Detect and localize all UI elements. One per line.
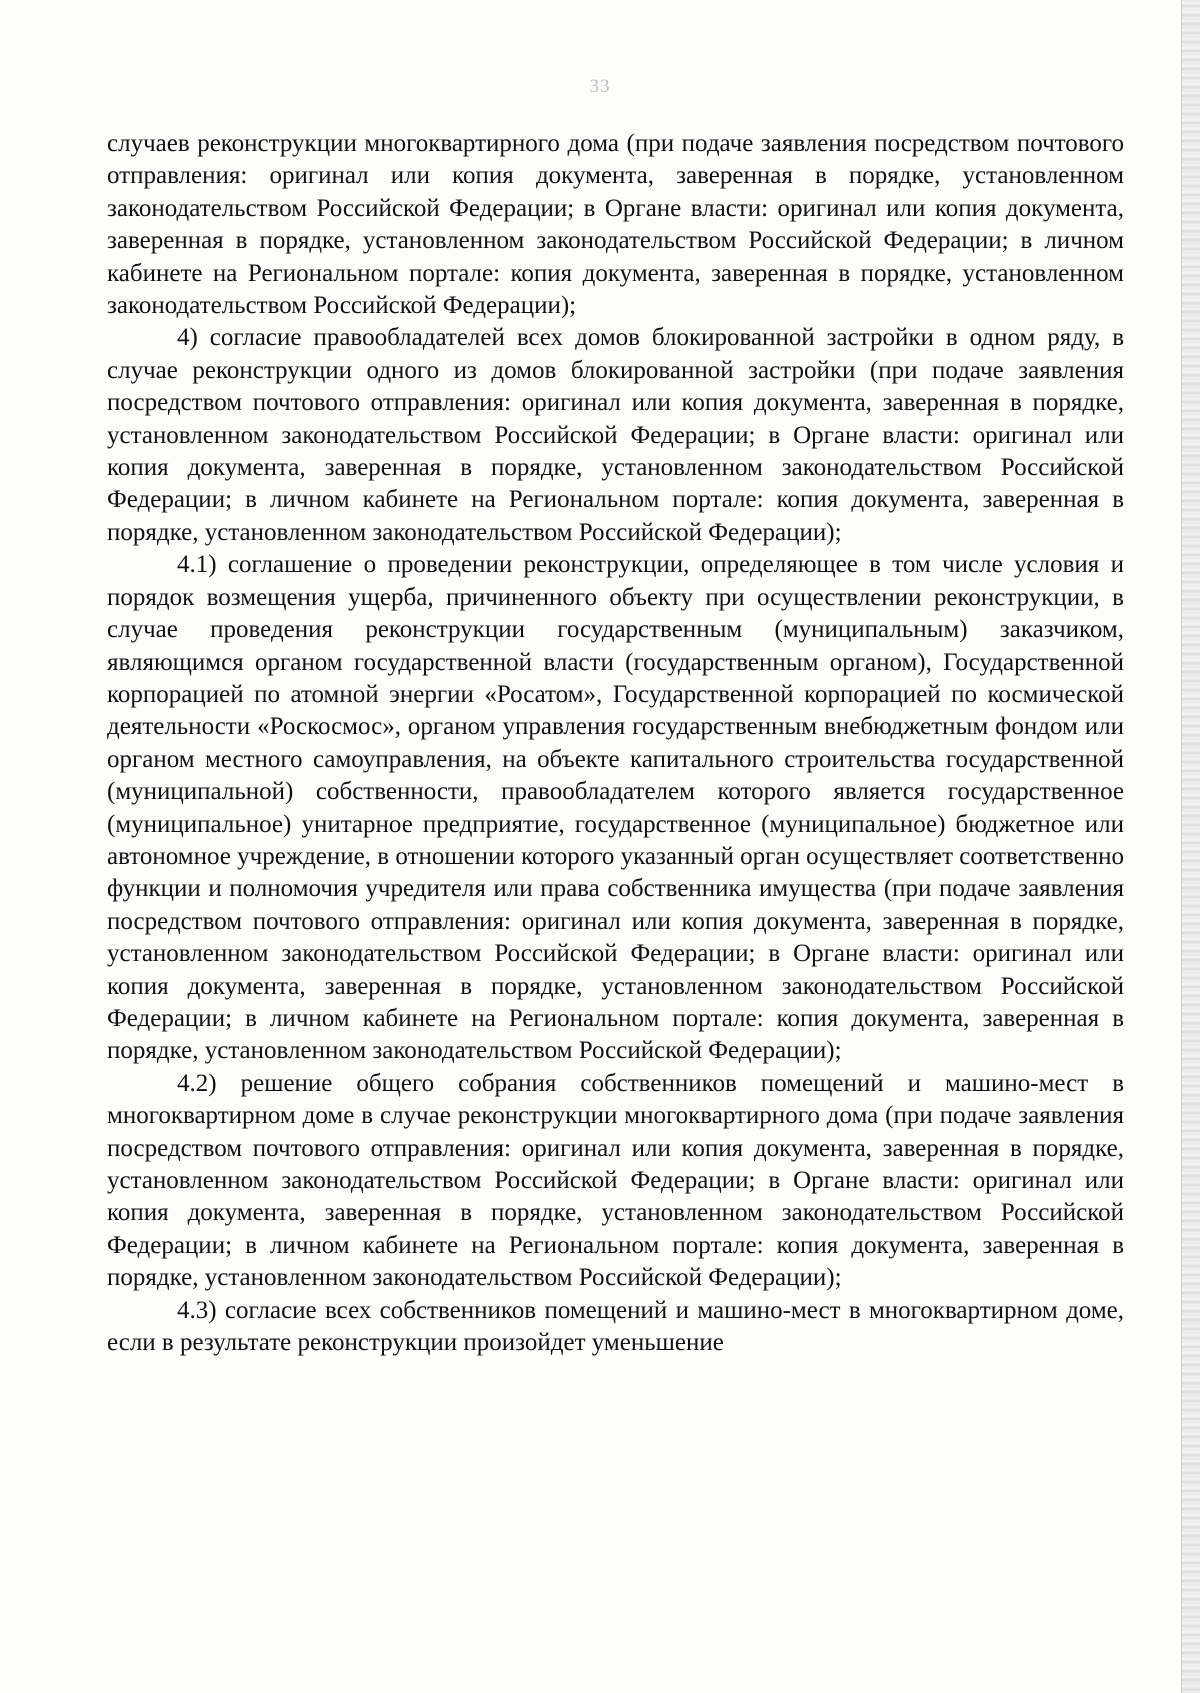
paragraph-item-4: 4) согласие правообладателей всех домов блокированной застройки в одном ряду, в случае реконструкции одного из домов блокированной застройки (при подаче заявления посредством почтового отправления: оригинал или копия документа, заверенная в порядке, установленном законодательством Российской Федерации; в Органе власти: оригинал или копия документа, заверенная в порядке, установленном законодательством Российской Федерации; в личном кабинете на Региональном портале: копия документа, заверенная в порядке, установленном законодательством Российской Федерации); xyxy=(107,324,1124,546)
paragraph-item-4-1: 4.1) соглашение о проведении реконструкции, определяющее в том числе условия и порядок возмещения ущерба, причиненного объекту при осуществлении реконструкции, в случае проведения реконструкции государственным (муниципальным) заказчиком, являющимся органом государственной власти (государственным органом), Государственной корпорацией по атомной энергии «Росатом», Государственной корпорацией по космической деятельности «Роскосмос», органом управления государственным внебюджетным фондом или органом местного самоуправления, на объекте капитального строительства государственной (муниципальной) собственности, правообладателем которого является государственное (муниципальное) унитарное предприятие, государственное (муниципальное) бюджетное или автономное учреждение, в отношении которого указанный орган осуществляет соответственно функции и полномочия учредителя или права собственника имущества (при подаче заявления посредством почтового отправления: оригинал или копия документа, заверенная в порядке, установленном законодательством Российской Федерации; в Органе власти: оригинал или копия документа, заверенная в порядке, установленном законодательством Российской Федерации; в личном кабинете на Региональном портале: копия документа, заверенная в порядке, установленном законодательством Российской Федерации); xyxy=(107,551,1124,1065)
scan-edge xyxy=(1181,0,1200,1693)
paragraph-continuation: случаев реконструкции многоквартирного дома (при подаче заявления посредством почтового отправления: оригинал или копия документа, заверенная в порядке, установленном законодательством Российской Федерации; в Органе власти: оригинал или копия документа, заверенная в порядке, установленном законодательством Российской Федерации; в личном кабинете на Региональном портале: копия документа, заверенная в порядке, установленном законодательством Российской Федерации); xyxy=(107,130,1124,320)
paragraph-item-4-2: 4.2) решение общего собрания собственников помещений и машино-мест в многоквартирном доме в случае реконструкции многоквартирного дома (при подаче заявления посредством почтового отправления: оригинал или копия документа, заверенная в порядке, установленном законодательством Российской Федерации; в Органе власти: оригинал или копия документа, заверенная в порядке, установленном законодательством Российской Федерации; в личном кабинете на Региональном портале: копия документа, заверенная в порядке, установленном законодательством Российской Федерации); xyxy=(107,1069,1124,1292)
document-body xyxy=(107,128,1124,1359)
page-number: 33 xyxy=(589,76,611,97)
paragraph-item-4-3: 4.3) согласие всех собственников помещений и машино-мест в многоквартирном доме, если в результате реконструкции произойдет уменьшение xyxy=(107,1296,1124,1357)
